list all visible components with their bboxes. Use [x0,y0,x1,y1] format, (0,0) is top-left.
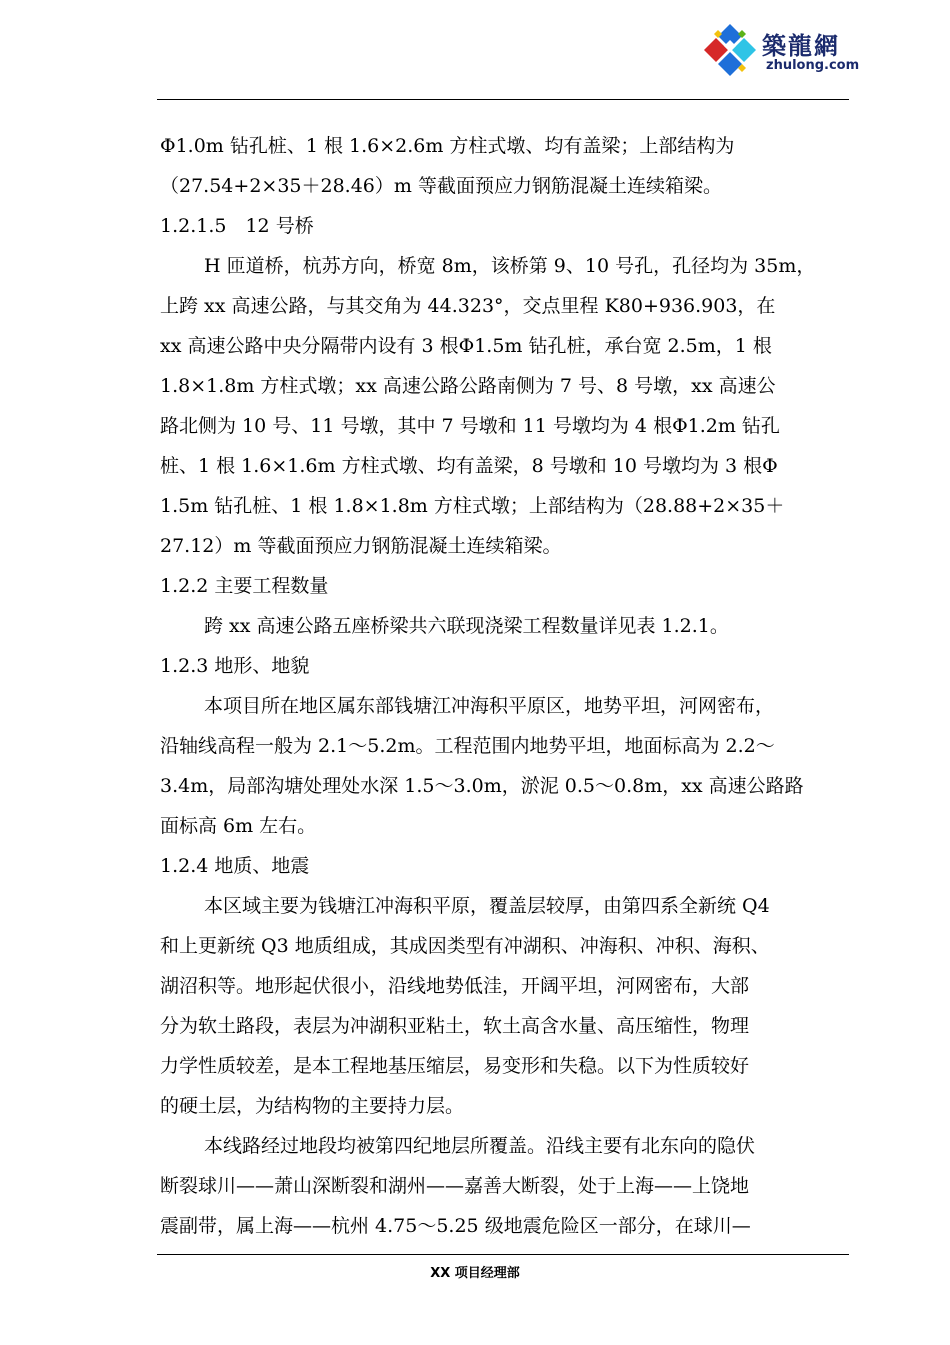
text-line: 1.2.3 地形、地貌 [160,655,310,677]
logo-text-cn: 築龍網 [762,32,840,60]
text-line: H 匝道桥，杭苏方向，桥宽 8m，该桥第 9、10 号孔，孔径均为 35m， [204,255,816,277]
text-line: 断裂球川——萧山深断裂和湖州——嘉善大断裂，处于上海——上饶地 [160,1175,750,1197]
logo-text-en: zhulong.com [766,58,860,73]
text-line: 跨 xx 高速公路五座桥梁共六联现浇梁工程数量详见表 1.2.1。 [204,615,729,637]
text-line: 1.2.4 地质、地震 [160,855,310,877]
text-line: 湖沼积等。地形起伏很小，沿线地势低洼，开阔平坦，河网密布，大部 [160,975,750,997]
text-line: 上跨 xx 高速公路，与其交角为 44.323°，交点里程 K80+936.903，在 [160,295,776,317]
text-line: 分为软土路段，表层为冲湖积亚粘土，软土高含水量、高压缩性，物理 [160,1015,750,1037]
header-rule [157,99,849,100]
text-line: 力学性质较差，是本工程地基压缩层，易变形和失稳。以下为性质较好 [160,1055,750,1077]
text-line: （27.54+2×35＋28.46）m 等截面预应力钢筋混凝土连续箱梁。 [160,175,722,197]
text-line: 桩、1 根 1.6×1.6m 方柱式墩、均有盖梁，8 号墩和 10 号墩均为 3 根Φ [160,455,778,477]
text-line: 1.8×1.8m 方柱式墩；xx 高速公路公路南侧为 7 号、8 号墩，xx 高速公 [160,375,776,397]
text-line: 1.2.2 主要工程数量 [160,575,329,597]
text-line: 面标高 6m 左右。 [160,815,317,837]
text-line: 路北侧为 10 号、11 号墩，其中 7 号墩和 11 号墩均为 4 根Φ1.2m 钻孔 [160,415,780,437]
text-line: 的硬土层，为结构物的主要持力层。 [160,1095,465,1117]
text-line: 27.12）m 等截面预应力钢筋混凝土连续箱梁。 [160,535,562,557]
text-line: 本项目所在地区属东部钱塘江冲海积平原区，地势平坦，河网密布， [204,695,775,717]
zhulong-logo-icon [702,22,758,78]
page-footer: XX 项目经理部 [430,1266,520,1281]
text-line: 1.5m 钻孔桩、1 根 1.8×1.8m 方柱式墩；上部结构为（28.88+2×35＋ [160,495,785,517]
zhulong-logo [700,18,870,82]
text-line: 1.2.1.5 12 号桥 [160,215,314,237]
text-line: Φ1.0m 钻孔桩、1 根 1.6×2.6m 方柱式墩、均有盖梁；上部结构为 [160,135,735,157]
text-line: 沿轴线高程一般为 2.1～5.2m。工程范围内地势平坦，地面标高为 2.2～ [160,735,775,757]
text-line: 本线路经过地段均被第四纪地层所覆盖。沿线主要有北东向的隐伏 [204,1135,756,1157]
text-line: 震副带，属上海——杭州 4.75～5.25 级地震危险区一部分，在球川— [160,1215,751,1237]
text-line: 3.4m，局部沟塘处理处水深 1.5～3.0m，淤泥 0.5～0.8m，xx 高速公路路 [160,775,804,797]
text-line: 和上更新统 Q3 地质组成，其成因类型有冲湖积、冲海积、冲积、海积、 [160,935,770,957]
footer-rule [157,1254,849,1255]
text-line: xx 高速公路中央分隔带内设有 3 根Φ1.5m 钻孔桩，承台宽 2.5m，1 根 [160,335,772,357]
document-body [160,126,848,1246]
text-line: 本区域主要为钱塘江冲海积平原，覆盖层较厚，由第四系全新统 Q4 [204,895,770,917]
